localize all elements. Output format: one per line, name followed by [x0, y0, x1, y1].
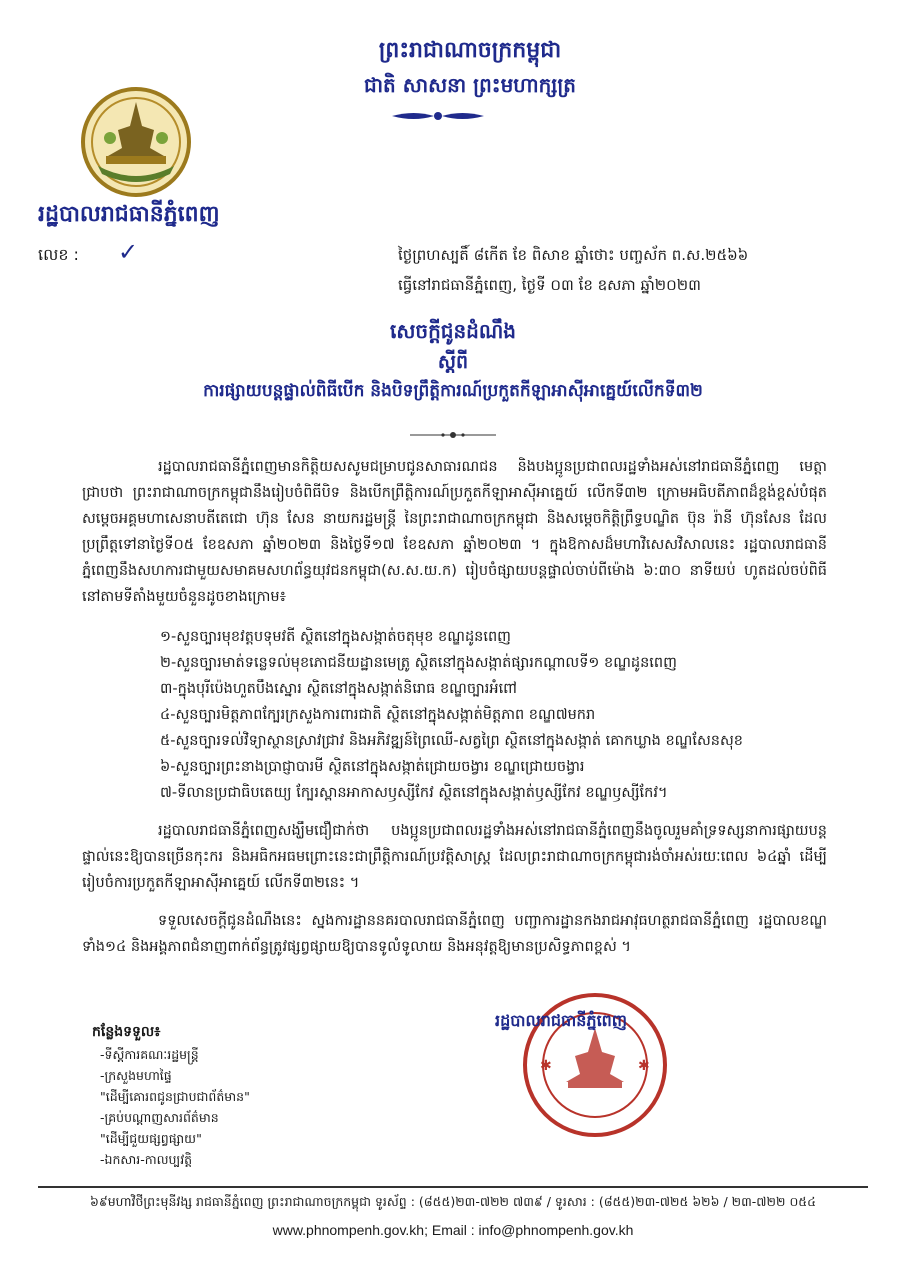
notice-subject-label: ស្ដីពី [437, 351, 469, 373]
list-item: ៣-ក្នុងបុរីប៉េងហួតបឹងស្នោរ ស្ថិតនៅក្នុងសង្កាត់និរោធ ខណ្ឌច្បារអំពៅ [160, 681, 517, 697]
kingdom-title: ព្រះរាជាណាចក្រកម្ពុជា [378, 38, 562, 63]
reference-number-label: លេខ : [38, 245, 79, 264]
body-paragraph-2: រដ្ឋបាលរាជធានីភ្នំពេញសង្ឃឹមជឿជាក់ថា បងប្អូនប្រជាពលរដ្ឋទាំងអស់នៅរាជធានីភ្នំពេញនឹងចូលរួមគាំទ្រទស្សនាការផ្សាយបន្តផ្ទាល់នេះឱ្យបានច្រើនកុះករ និងអធិកអធមព្រោះនេះជាព្រឹត្តិការណ៍ប្រវត្តិសាស្ត្រ ដែលព្រះរាជាណាចក្រកម្ពុជារង់ចាំអស់រយៈពេល ៦៤ឆ្នាំ ដើម្បីរៀបចំការប្រកួតកីឡាអាស៊ីអាគ្នេយ៍ លើកទី៣២នេះ ។ [82, 823, 827, 891]
notice-title: សេចក្ដីជូនដំណឹង [390, 319, 516, 343]
lunar-date: ថ្ងៃព្រហស្បតិ៍ ៨កើត ខែ ពិសាខ ឆ្នាំថោះ បញ្ចស័ក ព.ស.២៥៦៦ [398, 246, 749, 264]
footer-website: www.phnompenh.gov.kh; Email : info@phnompenh.gov.kh [272, 1222, 634, 1238]
list-item: "ដើម្បីគោរពជូនជ្រាបជាព័ត៌មាន" [100, 1089, 250, 1104]
list-item: -ទីស្ដីការគណៈរដ្ឋមន្ត្រី [100, 1047, 199, 1062]
title-divider [408, 426, 498, 445]
list-item: -គ្រប់បណ្ដាញសារព័ត៌មាន [100, 1110, 219, 1125]
footer-divider [38, 1186, 868, 1188]
recipients-list [100, 1044, 250, 1170]
list-item: -ឯកសារ-កាលប្បវត្តិ [100, 1152, 193, 1167]
phnom-penh-emblem-icon [80, 86, 192, 202]
svg-text:✱: ✱ [540, 1058, 552, 1074]
header-ornament [390, 108, 486, 127]
list-item: ៥-សួនច្បារទល់វិទ្យាស្ថានស្រាវជ្រាវ និងអភិវឌ្ឍន៍ព្រៃឈើ-សត្វព្រៃ ស្ថិតនៅក្នុងសង្កាត់ គោកឃ្លាង ខណ្ឌសែនសុខ [160, 733, 743, 749]
issuing-office: រដ្ឋបាលរាជធានីភ្នំពេញ [38, 202, 220, 227]
list-item: ១-សួនច្បារមុខវត្តបទុមវតី ស្ថិតនៅក្នុងសង្កាត់ចតុមុខ ខណ្ឌដូនពេញ [160, 629, 511, 645]
list-item: ៤-សួនច្បារមិត្តភាពក្បែរក្រសួងការពារជាតិ ស្ថិតនៅក្នុងសង្កាត់មិត្តភាព ខណ្ឌ៧មករា [160, 707, 596, 723]
list-item: -ក្រសួងមហាផ្ទៃ [100, 1068, 172, 1083]
body-paragraph-1: រដ្ឋបាលរាជធានីភ្នំពេញមានកិត្តិយសសូមជម្រាបជូនសាធារណជន និងបងប្អូនប្រជាពលរដ្ឋទាំងអស់នៅរាជធានីភ្នំពេញ មេត្តាជ្រាបថា ព្រះរាជាណាចក្រកម្ពុជានឹងរៀបចំពិធីបិទ និងបើកព្រឹត្តិការណ៍ប្រកួតកីឡាអាស៊ីអាគ្នេយ៍ លើកទី៣២ ក្រោមអធិបតីភាពដ៏ខ្ពង់ខ្ពស់បំផុត សម្ដេចអគ្គមហាសេនាបតីតេជោ ហ៊ុន សែន នាយករដ្ឋមន្ត្រី នៃព្រះរាជាណាចក្រកម្ពុជា និងសម្ដេចកិត្តិព្រឹទ្ធបណ្ឌិត ប៊ុន រ៉ានី ហ៊ុនសែន ដែលប្រព្រឹត្តទៅនាថ្ងៃទី០៥ ខែឧសភា ឆ្នាំ២០២៣ និងថ្ងៃទី១៧ ខែឧសភា ឆ្នាំ២០២៣ ។ ក្នុងឱកាសដ៏មហាវិសេសវិសាលនេះ រដ្ឋបាលរាជធានីភ្នំពេញនឹងសហការជាមួយសមាគមសហព័ន្ធយុវជនកម្ពុជា(ស.ស.យ.ក) រៀបចំផ្សាយបន្តផ្ទាល់ចាប់ពីម៉ោង ៦:៣០ នាទីយប់ ហូតដល់ចប់ពិធី នៅតាមទីតាំងមួយចំនួនដូចខាងក្រោម៖ [82, 459, 827, 605]
list-item: ៦-សួនច្បារព្រះនាងប្រាជ្ញាបារមី ស្ថិតនៅក្នុងសង្កាត់ជ្រោយចង្វារ ខណ្ឌជ្រោយចង្វារ [160, 759, 585, 775]
body-paragraph-3: ទទួលសេចក្ដីជូនដំណឹងនេះ ស្នងការដ្ឋាននគរបាលរាជធានីភ្នំពេញ បញ្ជាការដ្ឋានកងរាជអាវុធហត្ថរាជធានីភ្នំពេញ រដ្ឋបាលខណ្ឌទាំង១៤ និងអង្គភាពជំនាញពាក់ព័ន្ធត្រូវផ្សព្វផ្សាយឱ្យបានទូលំទូលាយ និងអនុវត្តឱ្យមានប្រសិទ្ធភាពខ្ពស់ ។ [82, 913, 827, 955]
national-motto: ជាតិ សាសនា ព្រះមហាក្សត្រ [364, 73, 576, 97]
signature-office: រដ្ឋបាលរាជធានីភ្នំពេញ [495, 1011, 628, 1030]
reference-check-mark: ✓ [118, 238, 139, 266]
footer-address: ៦៩មហាវិថីព្រះមុនីវង្ស រាជធានីភ្នំពេញ ព្រះរាជាណាចក្រកម្ពុជា ទូរស័ព្ទ : (៨៥៥)២៣-៧២២ ៧៣៩ / ទូរសារ : (៨៥៥)២៣-៧២៥ ៦២៦ / ២៣-៧២២ ០៥៤ [90, 1194, 816, 1209]
solar-date: ធ្វើនៅរាជធានីភ្នំពេញ, ថ្ងៃទី ០៣ ខែ ឧសភា ឆ្នាំ២០២៣ [398, 276, 701, 294]
recipients-title: កន្លែងទទួល៖ [92, 1024, 161, 1040]
notice-subject: ការផ្សាយបន្តផ្ទាល់ពិធីបើក និងបិទព្រឹត្តិការណ៍ប្រកួតកីឡាអាស៊ីអាគ្នេយ៍លើកទី៣២ [203, 381, 703, 401]
list-item: ៧-ទីលានប្រជាធិបតេយ្យ ក្បែរស្ពានអាកាសឫស្សីកែវ ស្ថិតនៅក្នុងសង្កាត់ឫស្សីកែវ ខណ្ឌឫស្សីកែវ។ [160, 785, 668, 801]
location-list [160, 624, 830, 806]
list-item: "ដើម្បីជួយផ្សព្វផ្សាយ" [100, 1131, 202, 1146]
svg-text:✱: ✱ [638, 1058, 650, 1074]
list-item: ២-សួនច្បារមាត់ទន្លេទល់មុខភោជនីយដ្ឋានមេត្រូ ស្ថិតនៅក្នុងសង្កាត់ផ្សារកណ្ដាលទី១ ខណ្ឌដូនពេញ [160, 655, 677, 671]
